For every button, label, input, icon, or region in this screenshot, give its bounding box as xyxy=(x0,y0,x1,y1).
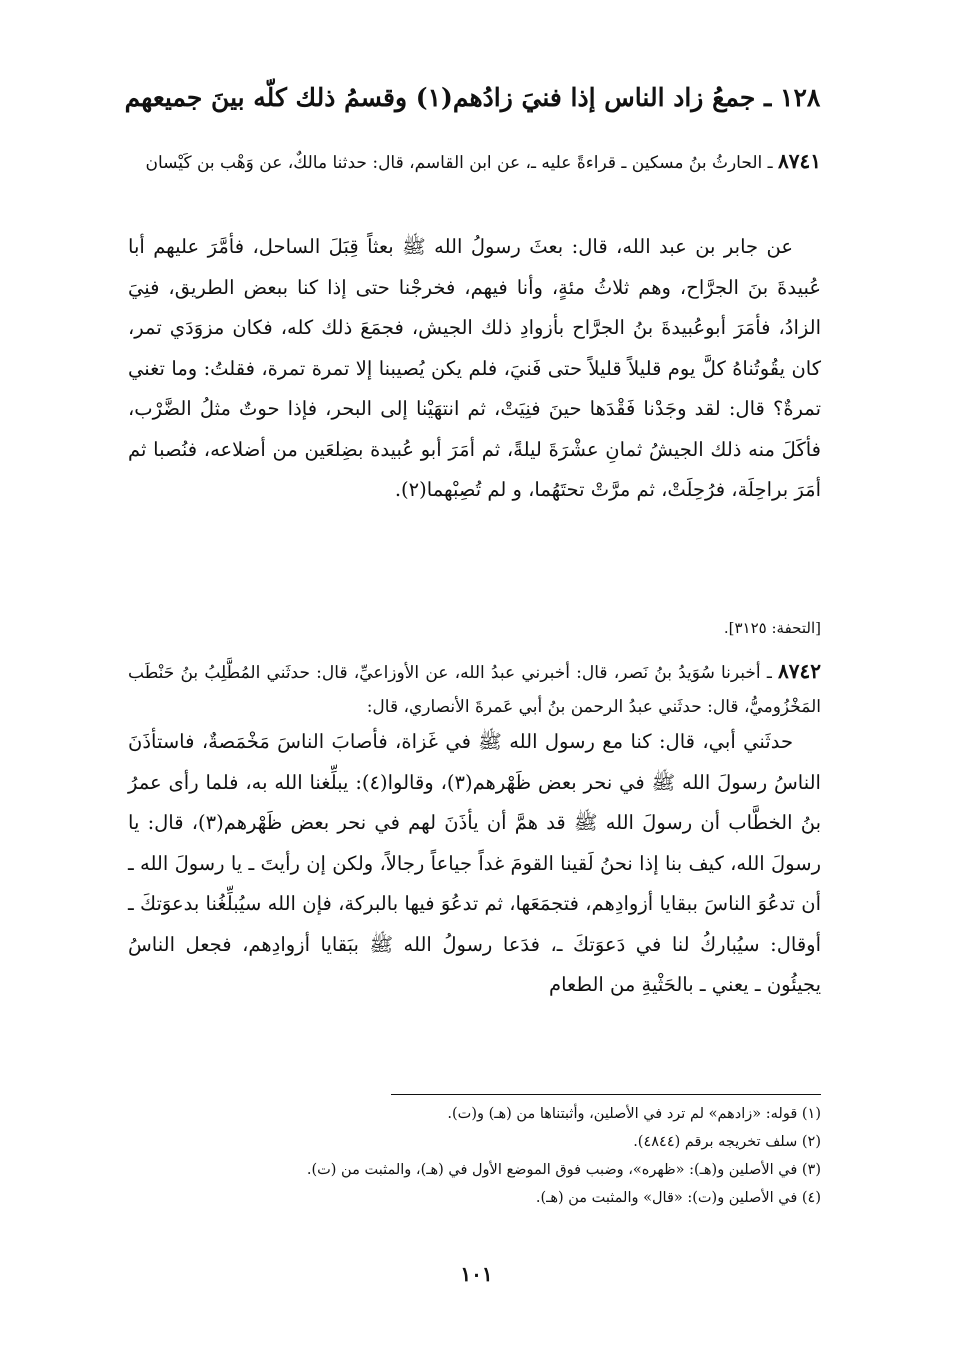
footnotes xyxy=(128,1100,821,1212)
isnad-text: ـ أخبرنا سُوَيدُ بنُ نَصر، قال: أخبرني عبدُ الله، عن الأوزاعيِّ، قال: حدثَني المُطَّلِبُ بنُ حَنْطَب المَخْزُوميُّ، قال: حدثَني عبدُ الرحمن بنُ أبي عَمرةَ الأنصاري، قال: xyxy=(128,663,821,717)
tuhfa-reference: [التحفة: ٣١٢٥]. xyxy=(723,619,821,637)
footnote-3: (٣) في الأصلين و(هـ): «ظهره»، وضبب فوق الموضع الأول في (هـ)، والمثبت من (ت). xyxy=(306,1162,821,1178)
footnote-4: (٤) في الأصلين و(ت): «قال» والمثبت من (هـ). xyxy=(535,1190,821,1206)
hadith-8741-chain xyxy=(128,144,821,180)
hadith-number: ٨٧٤١ xyxy=(778,149,821,173)
hadith-8742-body: حدثَني أبي، قال: كنا مع رسول الله ﷺ في غَزاة، فأصابَ الناسَ مَخْمَصةٌ، فاستأذَنَ الناسُ رسولَ الله ﷺ في نحر بعض ظَهْرهم(٣)، وقالوا(٤): يبلِّغنا الله به، فلما رأى عمرُ بنُ الخطَّاب أن رسولَ الله ﷺ قد همَّ أن يأذَنَ لهم في نحر بعض ظَهْرهم(٣)، قال: يا رسولَ الله، كيف بنا إذا نحنُ لَقينا القومَ غداً جياعاً رجالاً، ولكن إن رأيتَ ـ يا رسولَ الله ـ أن تدعُوَ الناسَ ببقايا أزوادِهم، فتجمَعَها، ثم تدعُوَ فيها بالبركة، فإن الله سيُبلِّغُنا بدعوَتكَ ـ أوقال: سيُباركُ لنا في دَعوَتكَ ـ، فدَعا رسولُ الله ﷺ ببَقايا أزوادِهم، فجعل الناسُ يجيئُون ـ يعني ـ بالحَثْيةِ من الطعام xyxy=(128,730,821,996)
hadith-number: ٨٧٤٢ xyxy=(778,659,822,683)
hadith-8741-body: عن جابر بن عبد الله، قال: بعثَ رسولُ الله ﷺ بعثاً قِبَلَ الساحل، فأمَّرَ عليهم أبا عُبيدةَ بنَ الجرَّاح، وهم ثلاثُ مئةٍ، وأنا فيهم، فخرجْنا حتى إذا كنا ببعض الطريق، فنِيَ الزادُ، فأمَرَ أبوعُبيدةَ بنُ الجرَّاح بأزوادِ ذلك الجيش، فجمَعَ ذلك كله، فكان مزوَدَي تمر، كان يقُوتُناهُ كلَّ يوم قليلاً قليلاً حتى فَنيَ، فلم يكن يُصيبنا إلا تمرة تمرة، فقلتُ: وما تغني تمرةٌ؟ قال: لقد وجَدْنا فَقْدَها حينَ فنِيَتْ، ثم انتهَيْنا إلى البحر، فإذا حوتٌ مثلُ الضَّرْب، فأكَلَ منه ذلك الجيشُ ثمانِ عشْرَةَ ليلةً، ثم أمَرَ أبو عُبيدة بضِلعَين من أضلاعه، فنُصبا ثم أمَرَ براحِلَة، فرُحِلَتْ، ثم مرَّتْ تحتَهُما، و لم تُصِبْهما(٢). xyxy=(128,235,821,501)
page-number: ١٠١ xyxy=(460,1262,493,1286)
footnote-divider xyxy=(391,1094,821,1095)
hadith-8742-chain xyxy=(128,654,821,724)
chapter-title: ١٢٨ ـ جمعُ زاد الناس إذا فنيَ زادُهم(١) وقسمُ ذلك كلّه بينَ جميعهم xyxy=(124,83,821,112)
footnote-2: (٢) سلف تخريجه برقم (٤٨٤٤). xyxy=(633,1134,821,1150)
isnad-text: ـ الحارثُ بنُ مسكين ـ قراءةً عليه ـ، عن ابن القاسم، قال: حدثنا مالكٌ، عن وَهْب بن كَيْسان xyxy=(145,153,773,173)
footnote-1: (١) قوله: «زادهم» لم ترد في الأصلين، وأثبتناها من (هـ) و(ت). xyxy=(447,1106,821,1122)
